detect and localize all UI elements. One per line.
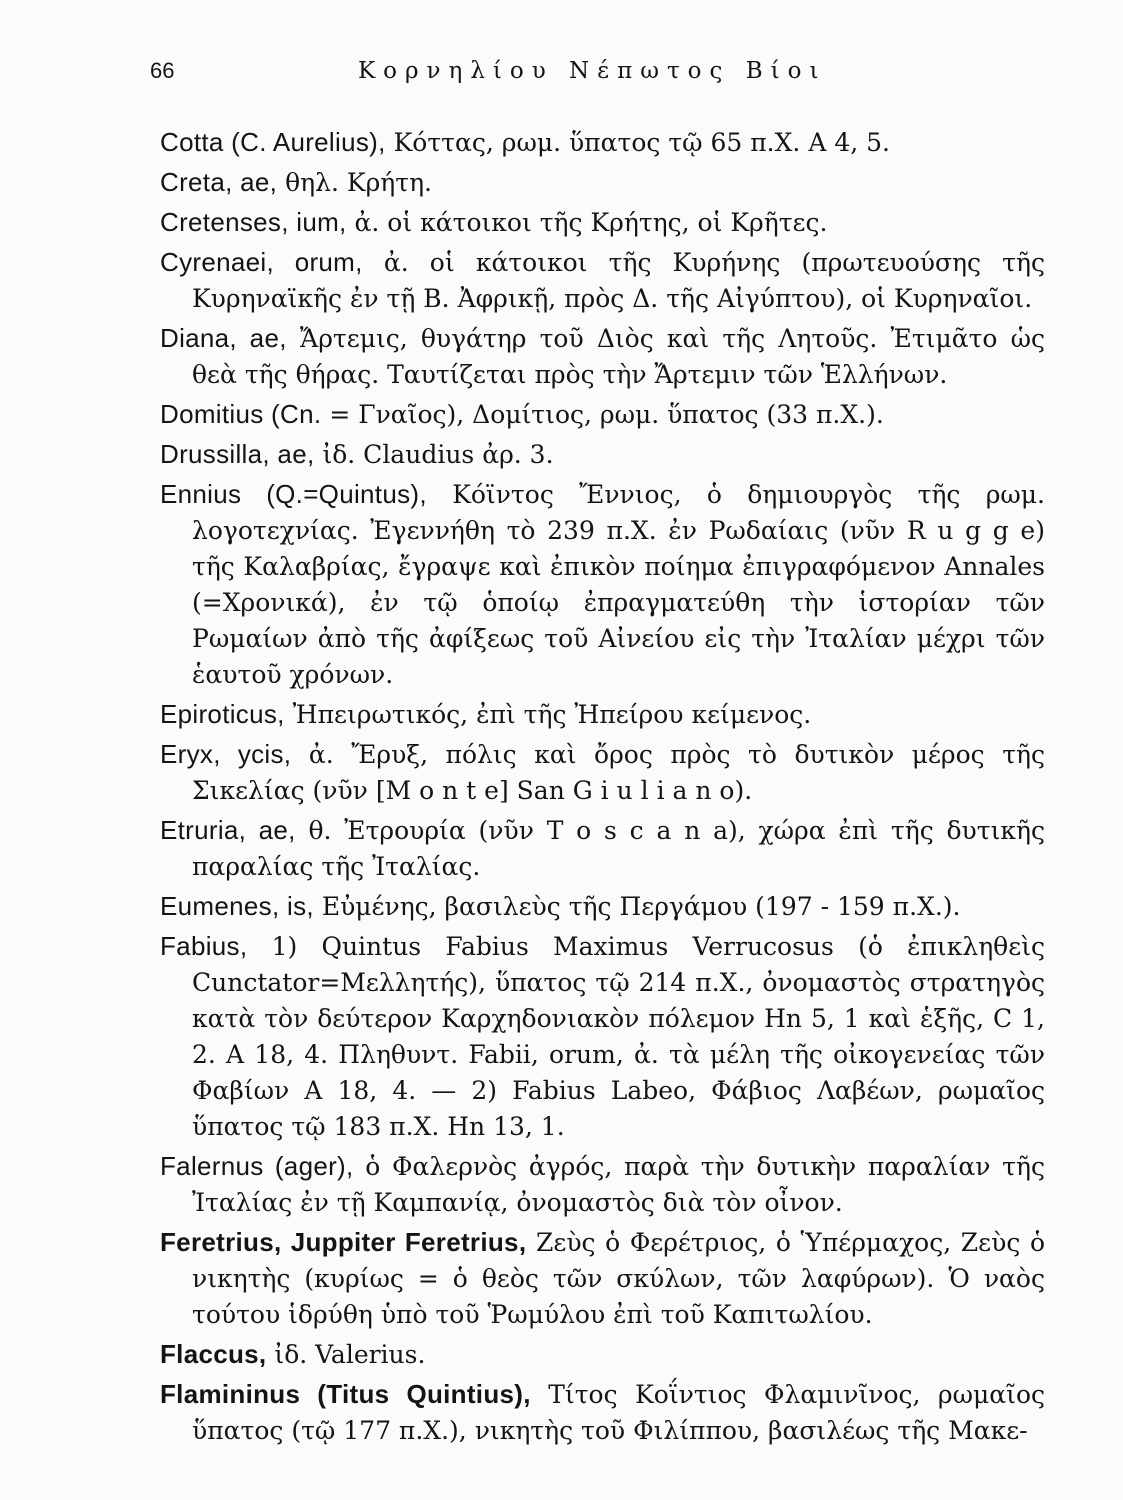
entry-text: Ἄρτεμις, θυγάτηρ τοῦ Διὸς καὶ τῆς Λητοῦς. Ἐτιμᾶτο ὡς θεὰ τῆς θήρας. Ταυτίζεται πρὸς τὴν Ἄρτεμιν τῶν Ἑλλήνων. bbox=[192, 324, 1045, 389]
entry-lemma: Flamininus (Titus Quintius), bbox=[160, 1379, 531, 1409]
glossary-entry bbox=[160, 320, 1045, 393]
page-header bbox=[150, 58, 1050, 90]
glossary-entry bbox=[160, 928, 1045, 1145]
page-number: 66 bbox=[150, 58, 175, 83]
glossary-entry bbox=[160, 1224, 1045, 1333]
glossary-entry bbox=[160, 736, 1045, 809]
entry-text: ἰδ. Valerius. bbox=[274, 1340, 426, 1369]
entry-text: Τίτος Κοΐντιος Φλαμινῖνος, ρωμαῖος ὕπατος (τῷ 177 π.Χ.), νικητὴς τοῦ Φιλίππου, βασιλέως τῆς Μακε- bbox=[192, 1380, 1045, 1445]
glossary-entry bbox=[160, 1336, 1045, 1373]
entry-text: ἀ. οἱ κάτοικοι τῆς Κρήτης, οἱ Κρῆτες. bbox=[354, 208, 828, 237]
entry-text: Ζεὺς ὁ Φερέτριος, ὁ Ὑπέρμαχος, Ζεὺς ὁ νικητὴς (κυρίως = ὁ θεὸς τῶν σκύλων, τῶν λαφύρων). Ὁ ναὸς τούτου ἱδρύθη ὑπὸ τοῦ Ῥωμύλου ἐπὶ τοῦ Καπιτωλίου. bbox=[192, 1228, 1046, 1329]
entry-lemma: Epiroticus, bbox=[160, 699, 285, 729]
entry-lemma: Etruria, ae, bbox=[160, 815, 296, 845]
entry-lemma: Cotta (C. Aurelius), bbox=[160, 127, 386, 157]
glossary-entries bbox=[160, 124, 1045, 1452]
entry-text: = Γναῖος), Δομίτιος, ρωμ. ὕπατος (33 π.Χ.). bbox=[329, 400, 884, 429]
glossary-entry bbox=[160, 888, 1045, 925]
glossary-entry bbox=[160, 436, 1045, 473]
glossary-entry bbox=[160, 476, 1045, 693]
glossary-entry bbox=[160, 812, 1045, 885]
entry-text: 1) Quintus Fabius Maximus Verrucosus (ὁ ἐπικληθεὶς Cunctator=Μελλητής), ὕπατος τῷ 214 π.Χ., ὀνομαστὸς στρατηγὸς κατὰ τὸν δεύτερον Καρχηδονιακὸν πόλεμον Hn 5, 1 καὶ ἑξῆς, C 1, 2. A 18, 4. Πληθυντ. Fabii, orum, ἀ. τὰ μέλη τῆς οἰκογενείας τῶν Φαβίων A 18, 4. — 2) Fabius Labeo, Φάβιος Λαβέων, ρωμαῖος ὕπατος τῷ 183 π.Χ. Hn 13, 1. bbox=[192, 932, 1045, 1141]
entry-lemma: Eryx, ycis, bbox=[160, 739, 292, 769]
entry-lemma: Cyrenaei, orum, bbox=[160, 247, 363, 277]
glossary-entry bbox=[160, 164, 1045, 201]
entry-lemma: Domitius (Cn. bbox=[160, 399, 322, 429]
glossary-entry bbox=[160, 204, 1045, 241]
running-title: Κορνηλίου Νέπωτος Βίοι bbox=[358, 58, 827, 84]
glossary-entry bbox=[160, 396, 1045, 433]
entry-lemma: Diana, ae, bbox=[160, 323, 287, 353]
entry-text: ἰδ. Claudius ἀρ. 3. bbox=[322, 440, 554, 469]
entry-text: ἀ. Ἔρυξ, πόλις καὶ ὄρος πρὸς τὸ δυτικὸν μέρος τῆς Σικελίας (νῦν [M o n t e] San G i u l i a n o). bbox=[192, 740, 1045, 805]
entry-text: θ. Ἐτρουρία (νῦν T o s c a n a), χώρα ἐπὶ τῆς δυτικῆς παραλίας τῆς Ἰταλίας. bbox=[192, 816, 1045, 881]
glossary-entry bbox=[160, 1376, 1045, 1449]
glossary-entry bbox=[160, 244, 1045, 317]
entry-lemma: Cretenses, ium, bbox=[160, 207, 347, 237]
entry-lemma: Flaccus, bbox=[160, 1339, 267, 1369]
glossary-entry bbox=[160, 1148, 1045, 1221]
entry-text: ἀ. οἱ κάτοικοι τῆς Κυρήνης (πρωτευούσης τῆς Κυρηναϊκῆς ἐν τῇ Β. Ἀφρικῇ, πρὸς Δ. τῆς Αἰγύπτου), οἱ Κυρηναῖοι. bbox=[192, 248, 1045, 313]
entry-lemma: Eumenes, is, bbox=[160, 891, 314, 921]
glossary-entry bbox=[160, 124, 1045, 161]
entry-lemma: Drussilla, ae, bbox=[160, 439, 315, 469]
entry-text: Κόϊντος Ἔννιος, ὁ δημιουργὸς τῆς ρωμ. λογοτεχνίας. Ἐγεννήθη τὸ 239 π.Χ. ἐν Ρωδαίαις (νῦν R u g g e) τῆς Καλαβρίας, ἔγραψε καὶ ἐπικὸν ποίημα ἐπιγραφόμενον Annales (=Χρονικά), ἐν τῷ ὁποίῳ ἐπραγματεύθη τὴν ἱστορίαν τῶν Ρωμαίων ἀπὸ τῆς ἀφίξεως τοῦ Αἰνείου εἰς τὴν Ἰταλίαν μέχρι τῶν ἑαυτοῦ χρόνων. bbox=[192, 480, 1045, 689]
entry-text: θηλ. Κρήτη. bbox=[285, 168, 432, 197]
glossary-entry bbox=[160, 696, 1045, 733]
entry-text: Ἠπειρωτικός, ἐπὶ τῆς Ἠπείρου κείμενος. bbox=[292, 700, 812, 729]
entry-text: Εὐμένης, βασιλεὺς τῆς Περγάμου (197 - 159 π.Χ.). bbox=[321, 892, 961, 921]
entry-lemma: Fabius, bbox=[160, 931, 248, 961]
entry-lemma: Feretrius, Juppiter Feretrius, bbox=[160, 1227, 527, 1257]
entry-lemma: Ennius (Q.=Quintus), bbox=[160, 479, 427, 509]
entry-lemma: Creta, ae, bbox=[160, 167, 278, 197]
entry-text: ὁ Φαλερνὸς ἀγρός, παρὰ τὴν δυτικὴν παραλίαν τῆς Ἰταλίας ἐν τῇ Καμπανίᾳ, ὀνομαστὸς διὰ τὸν οἶνον. bbox=[192, 1152, 1045, 1217]
entry-lemma: Falernus (ager), bbox=[160, 1151, 354, 1181]
entry-text: Κόττας, ρωμ. ὕπατος τῷ 65 π.Χ. A 4, 5. bbox=[393, 128, 890, 157]
